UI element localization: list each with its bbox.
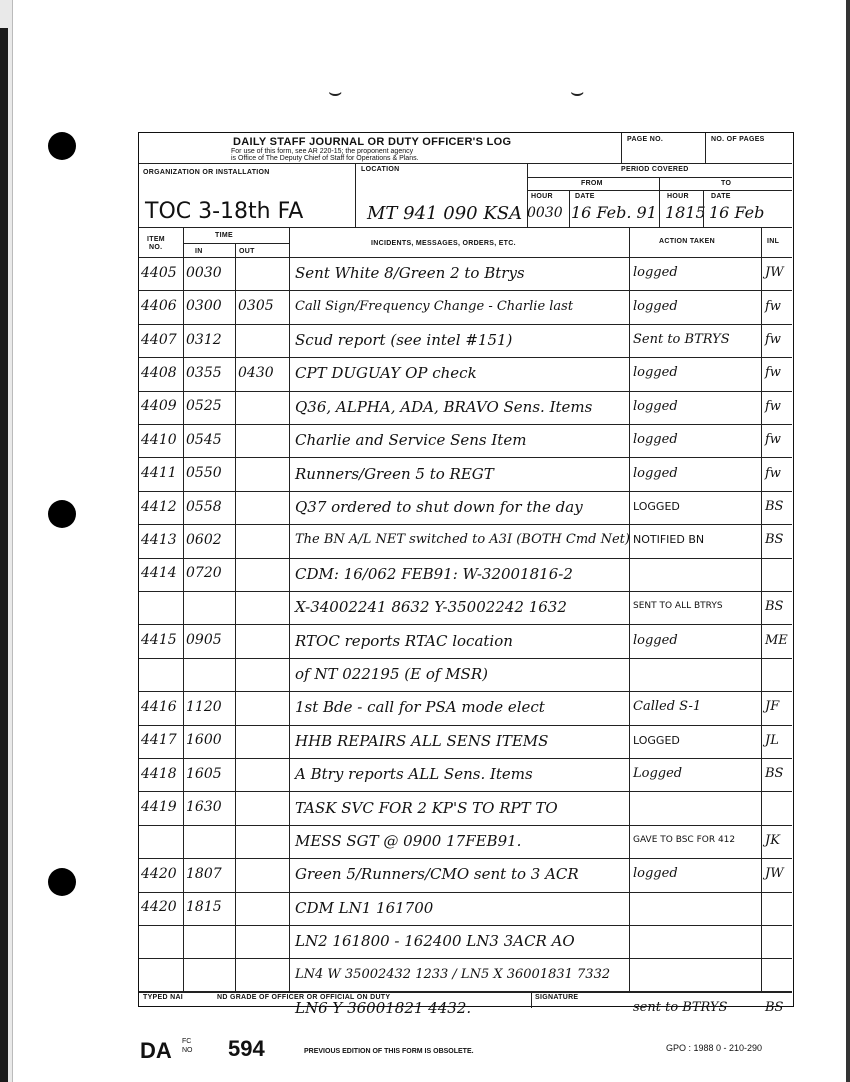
row-rule [139, 457, 792, 458]
time-in: 0525 [186, 398, 222, 415]
item-number: 4412 [141, 498, 177, 515]
row-rule [139, 825, 792, 826]
action-taken: Called S-1 [633, 699, 702, 715]
item-number: 4417 [141, 732, 177, 749]
incident-text: Call Sign/Frequency Change - Charlie last [295, 298, 574, 314]
row-rule [139, 658, 792, 659]
row-rule [139, 357, 792, 358]
incident-text: Green 5/Runners/CMO sent to 3 ACR [295, 865, 579, 884]
time-in: 1807 [186, 865, 222, 882]
row-rule [139, 591, 792, 592]
rule [139, 257, 792, 258]
date-label: DATE [711, 193, 731, 200]
incident-text: LN2 161800 - 162400 LN3 3ACR AO [295, 932, 575, 951]
rule [183, 243, 289, 244]
item-number: 4410 [141, 431, 177, 448]
initials: BS [765, 766, 784, 782]
form-no: NO [182, 1047, 193, 1054]
time-in: 0905 [186, 632, 222, 649]
item-number: 4411 [141, 465, 177, 482]
form-subtitle: For use of this form, see AR 220-15; the proponent agency [231, 148, 414, 155]
item-number: 4414 [141, 565, 177, 582]
time-in: 0030 [186, 264, 222, 281]
form-id: DA [140, 1038, 172, 1063]
item-label: NO. [149, 244, 163, 251]
time-in: 1120 [186, 698, 222, 715]
time-in: 0300 [186, 298, 222, 315]
rule [659, 177, 660, 227]
rule [289, 227, 290, 991]
row-rule [139, 892, 792, 893]
grade-label: ND GRADE OF OFFICER OR OFFICIAL ON DUTY [217, 994, 391, 1001]
time-in: 1630 [186, 799, 222, 816]
no-of-pages-label: NO. OF PAGES [711, 136, 765, 143]
initials: fw [765, 298, 781, 314]
item-number: 4408 [141, 364, 177, 381]
incident-text: Q37 ordered to shut down for the day [295, 498, 583, 516]
hour-label: HOUR [531, 193, 553, 200]
row-rule [139, 491, 792, 492]
action-taken: logged [633, 398, 678, 414]
row-rule [139, 725, 792, 726]
row-rule [139, 925, 792, 926]
punch-hole [48, 500, 76, 528]
from-label: FROM [581, 180, 603, 187]
organization-value: TOC 3-18th FA [145, 199, 304, 224]
item-label: ITEM [147, 236, 165, 243]
incident-text: CDM LN1 161700 [295, 898, 434, 917]
item-number: 4419 [141, 799, 177, 816]
time-out: 0305 [238, 298, 274, 315]
rule [703, 190, 704, 227]
action-taken: Sent to BTRYS [633, 332, 730, 347]
date-label: DATE [575, 193, 595, 200]
incidents-label: INCIDENTS, MESSAGES, ORDERS, ETC. [371, 240, 516, 247]
initials: JK [765, 833, 780, 848]
organization-label: ORGANIZATION OR INSTALLATION [143, 169, 270, 176]
row-rule [139, 691, 792, 692]
initials: fw [765, 465, 781, 481]
incident-text: 1st Bde - call for PSA mode elect [295, 698, 545, 717]
action-taken: NOTIFIED BN [633, 533, 705, 547]
incident-text: of NT 022195 (E of MSR) [295, 665, 488, 683]
to-hour-value: 1815 [665, 203, 706, 222]
time-in: 1600 [186, 732, 222, 749]
row-rule [139, 958, 792, 959]
row-rule [139, 391, 792, 392]
rule [621, 133, 622, 163]
time-in: 1605 [186, 765, 222, 782]
initials: BS [765, 499, 784, 514]
form-subtitle: is Office of The Deputy Chief of Staff for Operations & Plans. [231, 155, 419, 162]
action-taken: Logged [633, 766, 683, 782]
incident-text: CDM: 16/062 FEB91: W-32001816-2 [295, 564, 573, 583]
time-in: 0550 [186, 465, 222, 482]
item-number: 4420 [141, 899, 177, 916]
incident-text: Q36, ALPHA, ADA, BRAVO Sens. Items [295, 397, 593, 416]
initials: fw [765, 332, 781, 347]
time-in: 0720 [186, 565, 222, 582]
from-hour-value: 0030 [527, 205, 563, 221]
item-number: 4415 [141, 632, 177, 649]
signature-label: SIGNATURE [535, 994, 579, 1001]
action-taken: logged [633, 866, 678, 882]
stray-mark: ⌣ [570, 80, 585, 105]
row-rule [139, 758, 792, 759]
action-taken: logged [633, 265, 678, 281]
incident-text: Runners/Green 5 to REGT [295, 464, 494, 483]
row-rule [139, 524, 792, 525]
row-rule [139, 290, 792, 291]
scanner-edge-left [0, 0, 13, 1082]
initials: JL [765, 732, 779, 748]
from-date-value: 16 Feb. 91 [571, 203, 657, 222]
punch-hole [48, 868, 76, 896]
rule [629, 227, 630, 991]
location-label: LOCATION [361, 166, 400, 173]
rule [531, 991, 532, 1008]
item-number: 4405 [141, 264, 177, 281]
rule [235, 243, 236, 991]
action-taken: GAVE TO BSC FOR 412 [633, 835, 736, 845]
initials: BS [765, 532, 784, 548]
item-number: 4407 [141, 331, 177, 348]
in-label: IN [195, 248, 203, 255]
item-number: 4418 [141, 765, 177, 782]
incident-text: TASK SVC FOR 2 KP'S TO RPT TO [295, 798, 558, 817]
typed-name-label: TYPED NAI [143, 994, 184, 1001]
location-value: MT 941 090 KSA [367, 203, 523, 224]
time-in: 1815 [186, 899, 222, 916]
item-number: 4409 [141, 398, 177, 415]
incident-text: RTOC reports RTAC location [295, 631, 513, 650]
scanner-edge-right [846, 0, 850, 1082]
action-taken: LOGGED [633, 733, 680, 747]
rule [355, 163, 356, 227]
form-number: 594 [228, 1036, 265, 1061]
initials: fw [765, 365, 781, 381]
item-number: 4413 [141, 531, 177, 548]
row-rule [139, 324, 792, 325]
duty-log-form [138, 132, 794, 1017]
action-taken: logged [633, 432, 678, 448]
previous-edition-note: PREVIOUS EDITION OF THIS FORM IS OBSOLETE. [304, 1048, 474, 1055]
page-no-label: PAGE NO. [627, 136, 664, 143]
rule [527, 163, 528, 227]
incident-text: CPT DUGUAY OP check [295, 364, 477, 383]
hour-label: HOUR [667, 193, 689, 200]
incident-text: LN6 Y 36001821 4432. [295, 999, 472, 1017]
incident-text: A Btry reports ALL Sens. Items [295, 765, 533, 784]
time-in: 0312 [186, 331, 222, 348]
row-rule [139, 424, 792, 425]
initials: JF [765, 699, 780, 715]
gpo-note: GPO : 1988 0 - 210-290 [666, 1043, 763, 1053]
form-fc: FC [182, 1038, 192, 1045]
action-taken: LOGGED [633, 500, 680, 513]
stray-mark: ⌣ [328, 80, 343, 105]
action-taken: logged [633, 632, 678, 648]
rule [139, 163, 792, 164]
inl-label: INL [767, 238, 780, 245]
to-label: TO [721, 180, 732, 187]
incident-text: X-34002241 8632 Y-35002242 1632 [295, 598, 567, 617]
initials: fw [765, 432, 781, 448]
action-taken: logged [633, 298, 678, 314]
row-rule [139, 558, 792, 559]
initials: BS [765, 1000, 784, 1015]
rule [761, 227, 762, 991]
incident-text: MESS SGT @ 0900 17FEB91. [295, 832, 522, 850]
incident-text: HHB REPAIRS ALL SENS ITEMS [295, 731, 549, 750]
time-in: 0355 [186, 364, 222, 381]
time-label: TIME [215, 232, 233, 239]
initials: fw [765, 398, 781, 414]
incident-text: Scud report (see intel #151) [295, 331, 513, 349]
time-out: 0430 [238, 364, 274, 381]
rule [139, 227, 792, 228]
time-in: 0602 [186, 531, 222, 548]
period-covered-label: PERIOD COVERED [621, 166, 689, 173]
item-number: 4420 [141, 865, 177, 882]
scanner-edge-bar [0, 28, 8, 1082]
incident-text: LN4 W 35002432 1233 / LN5 X 36001831 7332 [295, 966, 611, 982]
incident-text: Sent White 8/Green 2 to Btrys [295, 264, 525, 283]
row-rule [139, 791, 792, 792]
row-rule [139, 858, 792, 859]
action-taken: logged [633, 465, 678, 481]
initials: JW [765, 265, 784, 281]
initials: BS [765, 599, 784, 615]
rule [705, 133, 706, 163]
form-title: DAILY STAFF JOURNAL OR DUTY OFFICER'S LOG [233, 136, 512, 148]
action-taken: logged [633, 365, 678, 381]
time-in: 0558 [186, 498, 222, 515]
action-taken-label: ACTION TAKEN [659, 238, 715, 245]
row-rule [139, 992, 792, 993]
initials: ME [765, 632, 788, 648]
item-number: 4406 [141, 298, 177, 315]
rule [569, 190, 570, 227]
row-rule [139, 624, 792, 625]
action-taken: sent to BTRYS [633, 1000, 728, 1015]
rule [183, 227, 184, 991]
punch-hole [48, 132, 76, 160]
incident-text: The BN A/L NET switched to A3I (BOTH Cmd Net) [295, 532, 630, 548]
action-taken: SENT TO ALL BTRYS [633, 601, 723, 612]
time-in: 0545 [186, 431, 222, 448]
to-date-value: 16 Feb [709, 203, 765, 222]
incident-text: Charlie and Service Sens Item [295, 431, 527, 450]
item-number: 4416 [141, 698, 177, 715]
initials: JW [765, 866, 784, 882]
out-label: OUT [239, 248, 255, 255]
